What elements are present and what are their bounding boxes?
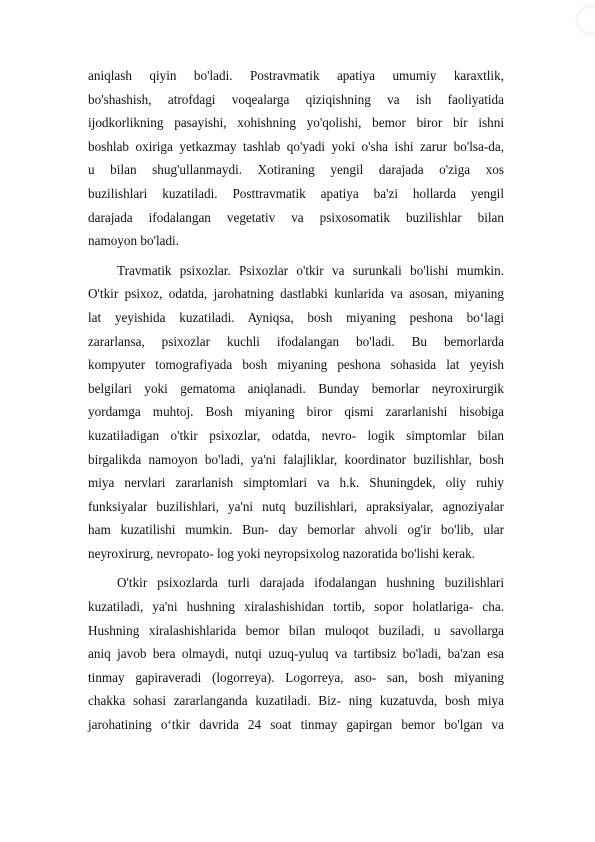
text-line: zararlansa, psixozlar kuchli ifodalangan bo'ladi. Bu bemorlarda <box>88 333 504 349</box>
text-line: yordamga muhtoj. Bosh miyaning biror qismi zararlanishi hisobiga <box>88 404 504 420</box>
text-line: u bilan shug'ullanmaydi. Xotiraning yengil darajada o'ziga xos <box>88 162 504 178</box>
text-line: kuzatiladigan o'tkir psixozlar, odatda, nevro- logik simptomlar bilan <box>88 427 504 443</box>
paragraph <box>88 259 504 566</box>
document-page <box>88 64 504 743</box>
text-line: O'tkir psixoz, odatda, jarohatning dastlabki kunlarida va asosan, miyaning <box>88 286 504 302</box>
paragraph <box>88 571 504 736</box>
text-line: bo'shashish, atrofdagi voqealarga qiziqishning va ish faoliyatida <box>88 91 504 107</box>
text-line: lat yeyishida kuzatiladi. Ayniqsa, bosh miyaning peshona boʻlagi <box>88 309 504 325</box>
text-line: ijodkorlikning pasayishi, xohishning yo'qolishi, bemor biror bir ishni <box>88 115 504 131</box>
text-line: aniqlash qiyin bo'ladi. Postravmatik apatiya umumiy karaxtlik, <box>88 68 504 83</box>
text-line: belgilari yoki gematoma aniqlanadi. Bunday bemorlar neyroxirurgik <box>88 380 504 396</box>
paragraph <box>88 64 504 253</box>
text-line: buzilishlari kuzatiladi. Posttravmatik apatiya ba'zi hollarda yengil <box>88 185 504 201</box>
text-line: Travmatik psixozlar. Psixozlar o'tkir va surunkali bo'lishi mumkin. <box>117 262 504 278</box>
text-line: jarohatining oʻtkir davrida 24 soat tinmay gapirgan bemor bo'lgan va <box>88 717 504 733</box>
text-line: namoyon bo'ladi. <box>88 233 180 249</box>
text-line: miya nervlari zararlanish simptomlari va h.k. Shuningdek, oliy ruhiy <box>88 475 504 491</box>
text-line: ham kuzatilishi mumkin. Bun- day bemorlar ahvoli og'ir bo'lib, ular <box>88 522 504 538</box>
text-line: tinmay gapiraveradi (logorreya). Logorreya, aso- san, bosh miyaning <box>88 669 504 685</box>
text-line: funksiyalar buzilishlari, ya'ni nutq buzilishlari, apraksiyalar, agnoziyalar <box>88 498 504 514</box>
text-line: chakka sohasi zararlanganda kuzatiladi. Biz- ning kuzatuvda, bosh miya <box>88 693 504 709</box>
text-line: aniq javob bera olmaydi, nutqi uzuq-yuluq va tartibsiz bo'ladi, ba'zan esa <box>88 646 504 662</box>
corner-watermark <box>565 0 595 50</box>
text-line: birgalikda namoyon bo'ladi, ya'ni falajliklar, koordinator buzilishlar, bosh <box>88 451 504 467</box>
text-line: kuzatiladi, ya'ni hushning xiralashishidan tortib, sopor holatlariga- cha. <box>88 599 504 615</box>
text-line: neyroxirurg, nevropato- log yoki neyropsixolog nazoratida bo'lishi kerak. <box>88 545 476 561</box>
text-line: kompyuter tomografiyada bosh miyaning peshona sohasida lat yeyish <box>88 357 504 373</box>
text-line: O'tkir psixozlarda turli darajada ifodalangan hushning buzilishlari <box>117 575 504 591</box>
text-line: boshlab oxiriga yetkazmay tashlab qo'yadi yoki o'sha ishi zarur bo'lsa-da, <box>88 138 504 154</box>
text-line: darajada ifodalangan vegetativ va psixosomatik buzilishlar bilan <box>88 209 504 225</box>
text-line: Hushning xiralashishlarida bemor bilan muloqot buziladi, u savollarga <box>88 622 504 638</box>
